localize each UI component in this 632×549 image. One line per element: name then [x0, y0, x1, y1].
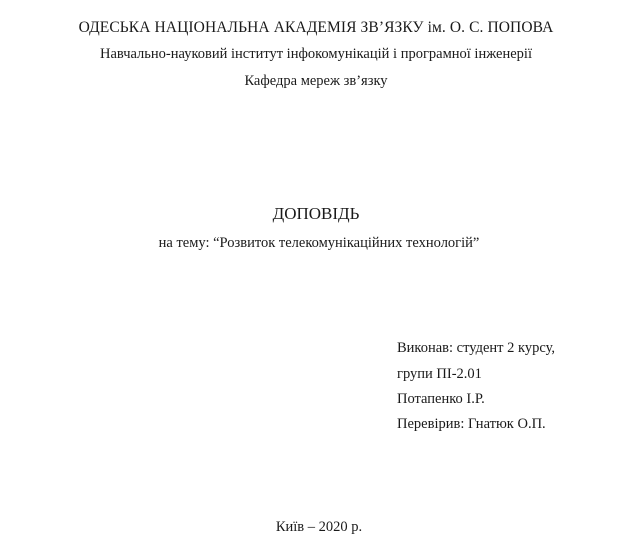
- document-title: ДОПОВІДЬ: [272, 204, 360, 223]
- document-topic: на тему: “Розвиток телекомунікаційних технологій”: [158, 235, 480, 251]
- city-year: Київ – 2020 р.: [275, 519, 363, 535]
- institute-name: Навчально-науковий інститут інфокомунікацій і програмної інженерії: [100, 46, 532, 62]
- department-name: Кафедра мереж зв’язку: [244, 73, 388, 89]
- group-line: групи ПІ-2.01: [397, 366, 482, 382]
- checked-by-line: Перевірив: Гнатюк О.П.: [397, 416, 546, 432]
- performed-by-line: Виконав: студент 2 курсу,: [397, 340, 556, 356]
- institution-name: ОДЕСЬКА НАЦІОНАЛЬНА АКАДЕМІЯ ЗВ’ЯЗКУ ім. О. С. ПОПОВА: [78, 19, 554, 36]
- student-name-line: Потапенко І.Р.: [397, 391, 485, 407]
